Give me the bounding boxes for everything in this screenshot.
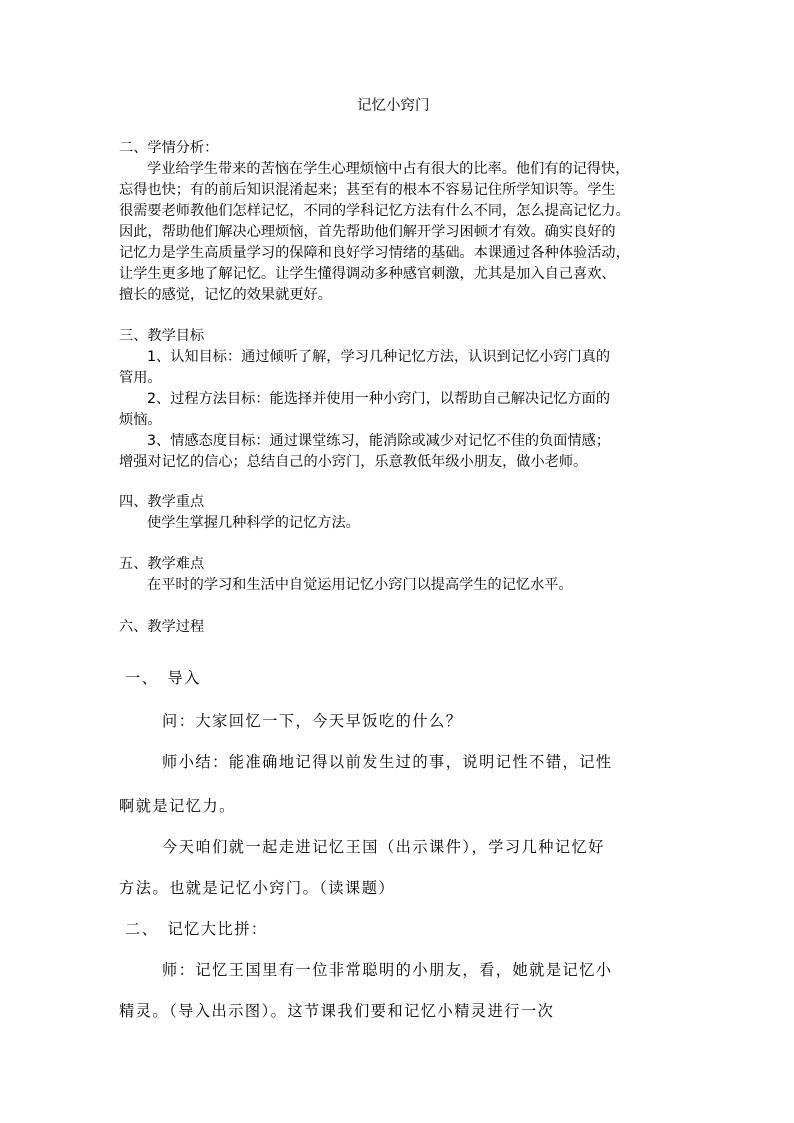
goal-line: 管用。 <box>119 370 162 386</box>
section-heading-teaching-goals: 三、教学目标 <box>119 328 205 344</box>
paragraph-line: 学业给学生带来的苦恼在学生心理烦恼中占有很大的比率。他们有的记得快， <box>147 161 630 177</box>
document-title: 记忆小窍门 <box>357 98 430 114</box>
goal-line: 烦恼。 <box>119 412 162 428</box>
goal-line: 2、过程方法目标：能选择并使用一种小窍门，以帮助自己解决记忆方面的 <box>147 391 611 407</box>
process-part2-heading: 二、 记忆大比拼： <box>125 920 268 938</box>
goal-line: 增强对记忆的信心；总结自己的小窍门，乐意教低年级小朋友，做小老师。 <box>119 454 588 470</box>
process-line: 方法。也就是记忆小窍门。（读课题） <box>119 879 396 897</box>
goal-line: 3、情感态度目标：通过课堂练习，能消除或减少对记忆不佳的负面情感； <box>147 433 611 449</box>
paragraph-line: 记忆力是学生高质量学习的保障和良好学习情绪的基础。本课通过各种体验活动， <box>119 245 630 261</box>
process-line: 师小结：能准确地记得以前发生过的事，说明记性不错，记性 <box>162 753 613 771</box>
process-line: 啊就是记忆力。 <box>119 797 236 815</box>
section-heading-key-points: 四、教学重点 <box>119 494 205 510</box>
process-line: 精灵。（导入出示图）。这节课我们要和记忆小精灵进行一次 <box>119 1002 555 1020</box>
paragraph-line: 擅长的感觉，记忆的效果就更好。 <box>119 287 332 303</box>
process-line: 师：记忆王国里有一位非常聪明的小朋友，看，她就是记忆小 <box>162 961 613 979</box>
process-part1-heading: 一、 导入 <box>125 669 201 687</box>
paragraph-line: 很需要老师教他们怎样记忆，不同的学科记忆方法有什么不同，怎么提高记忆力。 <box>119 203 630 219</box>
section-heading-learning-analysis: 二、学情分析： <box>119 140 219 156</box>
process-line: 问：大家回忆一下，今天早饭吃的什么？ <box>162 712 463 730</box>
process-line: 今天咱们就一起走进记忆王国（出示课件），学习几种记忆好 <box>162 838 605 856</box>
goal-line: 1、认知目标：通过倾听了解，学习几种记忆方法，认识到记忆小窍门真的 <box>147 349 611 365</box>
key-points-text: 使学生掌握几种科学的记忆方法。 <box>147 515 360 531</box>
section-heading-difficulties: 五、教学难点 <box>119 556 205 572</box>
difficulties-text: 在平时的学习和生活中自觉运用记忆小窍门以提高学生的记忆水平。 <box>147 577 573 593</box>
paragraph-line: 忘得也快；有的前后知识混淆起来；甚至有的根本不容易记住所学知识等。学生 <box>119 182 616 198</box>
section-heading-process: 六、教学过程 <box>119 619 205 635</box>
paragraph-line: 因此，帮助他们解决心理烦恼，首先帮助他们解开学习困顿才有效。确实良好的 <box>119 224 616 240</box>
paragraph-line: 让学生更多地了解记忆。让学生懂得调动多种感官刺激，尤其是加入自己喜欢、 <box>119 266 616 282</box>
